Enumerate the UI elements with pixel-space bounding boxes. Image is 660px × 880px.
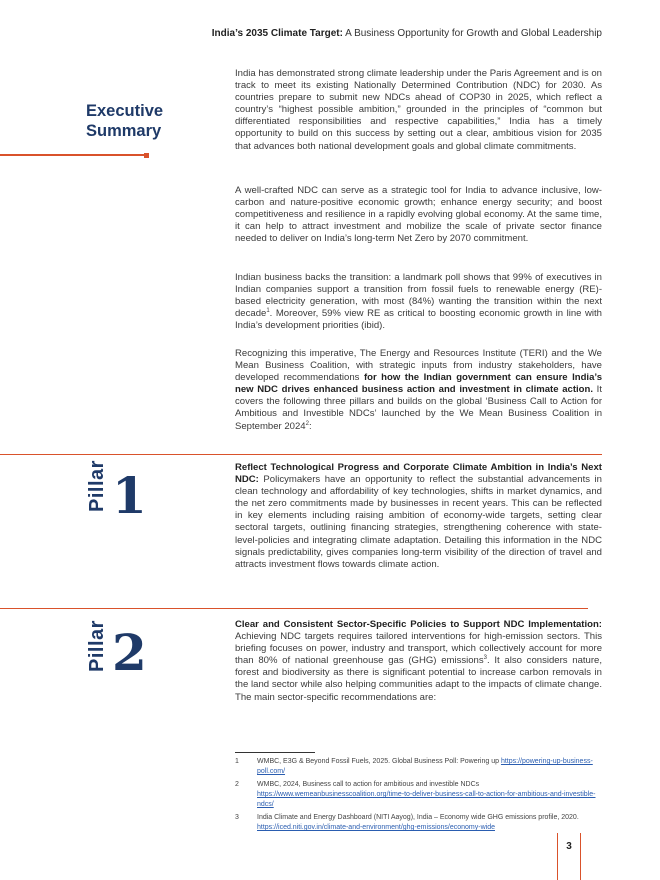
header-title-rest: A Business Opportunity for Growth and Global Leadership [342,28,602,39]
pillar-body: Policymakers have an opportunity to reflect the substantial advancements in clean technology and affordability of key technologies, shifts in market dynamics, and the net zero commitments made by businesses in recent years. This can be reflected in key elements including raising ambition of economy-wide targets, setting clear sectoral targets, outlining financing strategies, strengthening coherence with state-level-policies and integrating climate adaptation. Detailing this information in the NDC signals predictability, gives companies long-term visibility of the direction of travel and attracts investment flows towards climate action. [235,474,602,570]
paragraph-text: A well-crafted NDC can serve as a strategic tool for India to advance inclusive, low-carbon and nature-positive economic growth; enhance energy security; and boost competitiveness and resilience in a rapidly evolving global economy. At the same time, it can help to attract investment and mobilize the scale of private sector finance needed to deliver on India’s long-term Net Zero by 2070 commitment. [235,185,602,245]
intro-paragraph-3 [235,272,602,332]
section-rule [0,154,146,156]
pillar-heading: Reflect Technological Progress and Corporate Climate Ambition in India’s Next NDC: [235,462,602,486]
pillar-divider [0,608,588,609]
section-title [86,101,226,141]
footnote-text: WMBC, E3G & Beyond Fossil Fuels, 2025. Global Business Poll: Powering up [257,758,501,765]
paragraph-text: Recognizing this imperative, The Energy and Resources Institute (TERI) and the We Mean Business Coalition, with strategic inputs from industry stakeholders, have developed recommendations [235,348,602,384]
intro-paragraph-1 [235,68,602,153]
pillar-number: 1 [112,466,147,525]
footnote-link[interactable]: https://powering-up-business-poll.com/ [257,758,593,775]
footnote-number: 3 [235,814,239,821]
intro-paragraph-2 [235,185,602,245]
intro-paragraph-4 [235,348,602,433]
page-number: 3 [566,841,572,852]
footnote-text: WMBC, 2024, Business call to action for ambitious and investible NDCs [257,781,480,788]
paragraph-text: India has demonstrated strong climate leadership under the Paris Agreement and is on track to meet its existing Nationally Determined Contribution (NDC) for 2030. As countries prepare to submit new NDCs ahead of COP30 in 2025, which reflect a country’s “highest possible ambition,” grounded in the principles of “common but differentiated responsibilities and respective capabilities,” India has a timely opportunity to build on this success by setting out a clear, ambitious vision for 2035 that advances both national development goals and global climate commitments. [235,68,602,152]
footnote [235,813,602,833]
pillar-label: Pillar [86,620,108,672]
pillar-body: Achieving NDC targets requires tailored interventions for high-emission sectors. This briefing focuses on power, industry and transport, which collectively account for more than 80% of national greenhouse gas (GHG) emissions [235,631,602,667]
footnote-link[interactable]: https://iced.niti.gov.in/climate-and-environment/ghg-emissions/economy-wide [257,824,495,831]
footnote-number: 1 [235,758,239,765]
footnote [235,757,602,777]
section-title-line1: Executive [86,102,164,120]
paragraph-text: It covers the following three pillars and builds on the global ‘Business Call to Action for Ambitious and Investible NDCs’ launched by the We Mean Business Coalition in September 2024 [235,384,602,432]
paragraph-text: Indian business backs the transition: a landmark poll shows that 99% of executives in Indian companies support a transition from fossil fuels to renewable energy (RE)-based electricity generation, with most (84%) wanting the transition within the next decade [235,272,602,320]
footnote-link[interactable]: https://www.wemeanbusinesscoalition.org/time-to-deliver-business-call-to-action-for-ambitious-and-investible-ndcs/ [257,791,596,808]
footnote-ref[interactable]: 2 [305,420,309,427]
pillar-label: Pillar [86,460,108,512]
pillar-2-text [235,619,602,704]
pillar-number: 2 [112,623,147,682]
footnote-text: India Climate and Energy Dashboard (NITI Aayog), India – Economy wide GHG emissions profile, 2020. [257,814,579,821]
paragraph-bold-text: for how the Indian government can ensure India’s new NDC drives enhanced business action and investment in climate action. [235,372,603,396]
section-title-line2: Summary [86,122,162,140]
footnote-number: 2 [235,781,239,788]
footnote [235,780,602,810]
paragraph-text: : [308,420,312,432]
section-rule-end [144,153,149,158]
footnotes [235,757,602,836]
paragraph-text: . Moreover, 59% view RE as critical to boosting economic growth in line with India’s development priorities (ibid). [235,308,602,332]
pillar-body: . It also considers nature, forest and biodiversity as there is significant potential to increase carbon removals in the land sector while also helping communities adapt to the impacts of climate change. The main sector-specific recommendations are: [235,655,602,703]
pillar-heading: Clear and Consistent Sector-Specific Policies to Support NDC Implementation: [235,619,602,630]
footnote-ref[interactable]: 3 [483,655,487,662]
page-header [140,28,602,39]
footnote-rule [235,752,315,753]
footnote-ref[interactable]: 1 [266,308,270,315]
header-title-bold: India’s 2035 Climate Target: [211,28,343,39]
pillar-1-text [235,462,602,571]
